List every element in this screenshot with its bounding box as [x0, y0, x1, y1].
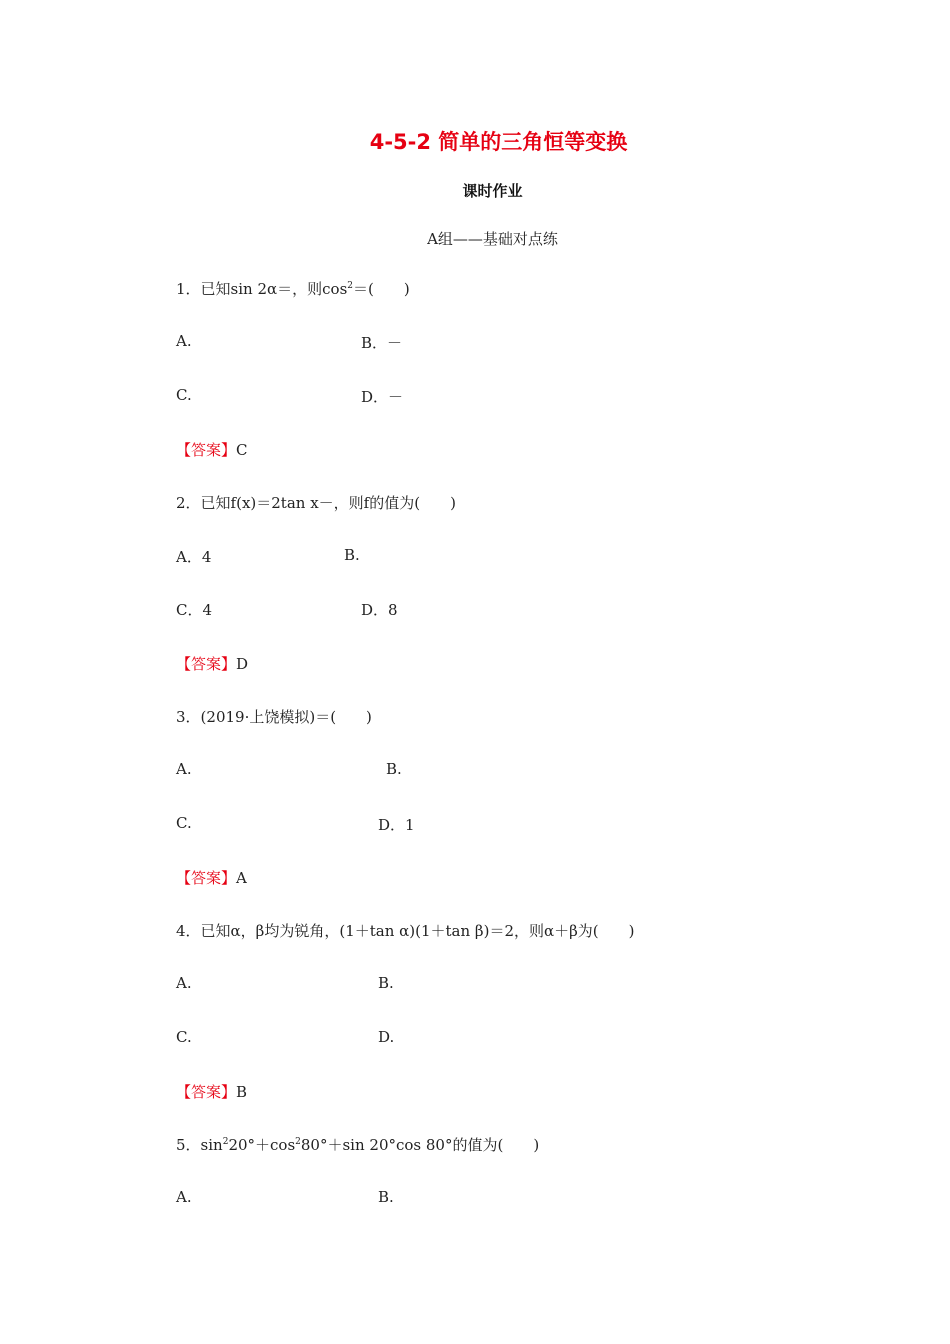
- question-4-option-d: D.: [378, 1028, 395, 1046]
- question-5-option-a: A.: [176, 1188, 192, 1206]
- question-5-option-b: B.: [378, 1188, 394, 1206]
- question-3-stem: 3．(2019·上饶模拟)＝( ): [176, 708, 372, 726]
- question-2-answer: [176, 653, 248, 674]
- question-4-option-b: B.: [378, 974, 394, 992]
- answer-value: C: [236, 441, 248, 459]
- question-1-answer: [176, 439, 248, 460]
- question-2-stem: 2．已知f(x)＝2tan x－，则f的值为( ): [176, 494, 456, 512]
- question-1-stem-end: ＝( ): [353, 280, 410, 298]
- question-2-option-a: A．4: [176, 548, 212, 566]
- question-4-answer: [176, 1081, 247, 1102]
- question-5-stem-text: 80°＋sin 20°cos 80°的值为( ): [300, 1136, 540, 1154]
- question-1-option-d: D．－: [361, 388, 404, 406]
- section-subtitle: 课时作业: [462, 182, 523, 200]
- answer-label: 【答案】: [176, 441, 237, 459]
- question-4-stem: 4．已知α，β均为锐角，(1＋tan α)(1＋tan β)＝2，则α＋β为( ): [176, 922, 635, 940]
- question-5-stem-text: 20°＋cos: [228, 1136, 296, 1154]
- question-1-option-b: B．－: [361, 334, 403, 352]
- answer-label: 【答案】: [176, 1083, 237, 1101]
- superscript: 2: [295, 1137, 301, 1147]
- page-title: 4-5-2 简单的三角恒等变换: [369, 130, 628, 154]
- question-1-option-a: A.: [176, 332, 192, 350]
- question-3-answer: [176, 867, 247, 888]
- question-5-stem-text: 5．sin: [176, 1136, 223, 1154]
- question-2-option-d: D．8: [361, 601, 398, 619]
- question-4-option-a: A.: [176, 974, 192, 992]
- group-heading: A组——基础对点练: [427, 230, 558, 248]
- question-3-option-a: A.: [176, 760, 192, 778]
- superscript: 2: [222, 1137, 229, 1147]
- answer-label: 【答案】: [176, 655, 237, 673]
- question-5-stem: [176, 1134, 539, 1155]
- question-1-stem: [176, 278, 410, 299]
- answer-value: A: [236, 869, 247, 887]
- answer-label: 【答案】: [176, 869, 237, 887]
- answer-value: D: [236, 655, 249, 673]
- question-4-option-c: C.: [176, 1028, 192, 1046]
- question-2-option-b: B.: [344, 546, 360, 564]
- question-3-option-c: C.: [176, 814, 192, 832]
- question-3-option-d: D．1: [378, 816, 415, 834]
- answer-value: B: [236, 1083, 248, 1101]
- superscript: 2: [347, 281, 354, 291]
- question-1-stem-text: 1．已知sin 2α＝，则cos: [176, 280, 348, 298]
- question-1-option-c: C.: [176, 386, 192, 404]
- question-3-option-b: B.: [386, 760, 402, 778]
- question-2-option-c: C．4: [176, 601, 213, 619]
